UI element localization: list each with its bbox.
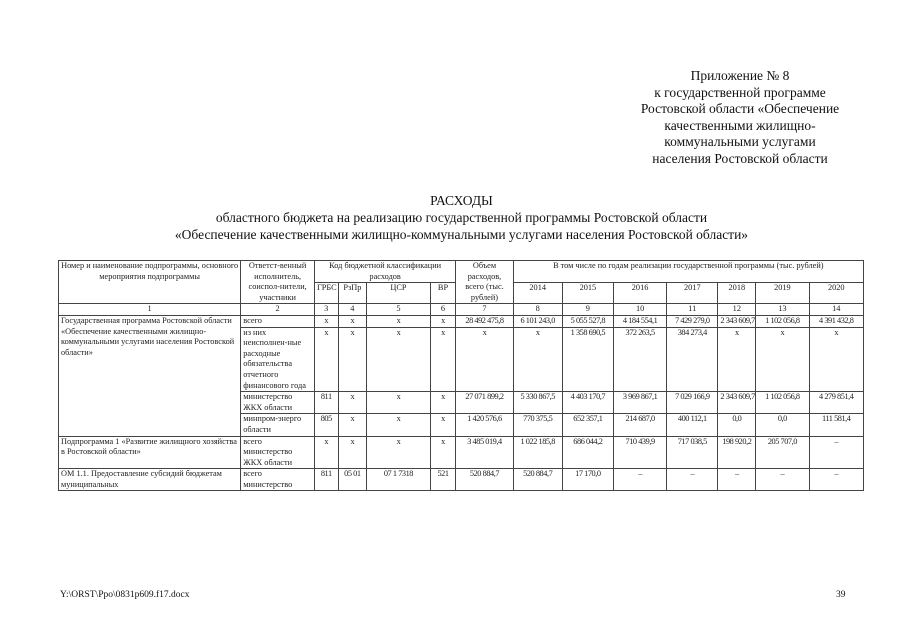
row-value-cell: 05 01 (338, 469, 367, 491)
document-heading (60, 192, 863, 243)
row-value-cell: 5 055 527,8 (562, 315, 613, 327)
header-code: ВР (430, 283, 456, 304)
row-value-cell: – (756, 469, 809, 491)
row-value-cell: х (314, 436, 338, 469)
table-row (59, 469, 864, 491)
row-executor-cell: всего министерство ЖКХ области (241, 436, 315, 469)
row-value-cell: х (314, 327, 338, 392)
header-year: 2019 (756, 283, 809, 304)
header-executor: Ответст-венный исполнитель, соиспол-нители, участники (241, 261, 315, 304)
row-value-cell: 5 330 867,5 (513, 392, 562, 414)
index-cell: 6 (430, 304, 456, 316)
row-value-cell: 7 029 166,9 (667, 392, 718, 414)
row-value-cell: х (367, 414, 430, 436)
index-cell: 5 (367, 304, 430, 316)
row-value-cell: х (367, 327, 430, 392)
header-code-group: Код бюджетной классификации расходов (314, 261, 455, 283)
header-years-group: В том числе по годам реализации государственной программы (тыс. рублей) (513, 261, 863, 283)
row-value-cell: х (756, 327, 809, 392)
row-value-cell: 710 439,9 (613, 436, 666, 469)
index-cell: 13 (756, 304, 809, 316)
appendix-line: качественными жилищно- (664, 117, 816, 133)
row-value-cell: – (613, 469, 666, 491)
index-cell: 12 (718, 304, 756, 316)
row-value-cell: х (338, 327, 367, 392)
row-name-cell: Государственная программа Ростовской области «Обеспечение качественными жилищно-коммунальными услугами населения Ростовской области» (59, 315, 241, 436)
row-value-cell: х (809, 327, 864, 392)
index-cell: 10 (613, 304, 666, 316)
row-value-cell: 3 969 867,1 (613, 392, 666, 414)
row-value-cell: 686 044,2 (562, 436, 613, 469)
header-year: 2016 (613, 283, 666, 304)
index-cell: 3 (314, 304, 338, 316)
index-cell: 11 (667, 304, 718, 316)
row-value-cell: 111 581,4 (809, 414, 864, 436)
row-value-cell: 4 391 432,8 (809, 315, 864, 327)
row-value-cell: 521 (430, 469, 456, 491)
budget-table (58, 260, 864, 491)
row-value-cell: х (338, 392, 367, 414)
row-value-cell: х (367, 436, 430, 469)
row-name-cell: Подпрограмма 1 «Развитие жилищного хозяйства в Ростовской области» (59, 436, 241, 469)
appendix-line: коммунальными услугами (664, 134, 816, 149)
row-value-cell: 1 102 056,8 (756, 315, 809, 327)
row-value-cell: 805 (314, 414, 338, 436)
row-value-cell: – (809, 436, 864, 469)
row-value-cell: х (513, 327, 562, 392)
row-value-cell: 17 170,0 (562, 469, 613, 491)
row-value-cell: х (338, 436, 367, 469)
row-value-cell: 1 022 185,8 (513, 436, 562, 469)
row-value-cell: 1 420 576,6 (456, 414, 513, 436)
header-year: 2020 (809, 283, 864, 304)
row-executor-cell: минпром-энерго области (241, 414, 315, 436)
row-value-cell: 2 343 609,7 (718, 392, 756, 414)
index-cell: 4 (338, 304, 367, 316)
row-value-cell: х (430, 392, 456, 414)
row-value-cell: 811 (314, 469, 338, 491)
header-code: ЦСР (367, 283, 430, 304)
index-cell: 14 (809, 304, 864, 316)
appendix-line: Приложение № 8 (690, 68, 790, 83)
row-value-cell: х (338, 315, 367, 327)
row-value-cell: х (367, 315, 430, 327)
row-executor-cell: из них неисполнен-ные расходные обязательства отчетного финансового года (241, 327, 315, 392)
row-value-cell: 4 184 554,1 (613, 315, 666, 327)
appendix-block (600, 68, 880, 167)
row-value-cell: 400 112,1 (667, 414, 718, 436)
row-value-cell: 1 358 690,5 (562, 327, 613, 392)
header-volume: Объем расходов, всего (тыс. рублей) (456, 261, 513, 304)
row-value-cell: х (718, 327, 756, 392)
header-year: 2014 (513, 283, 562, 304)
heading-line: «Обеспечение качественными жилищно-коммунальными услугами населения Ростовской области» (174, 227, 749, 242)
row-value-cell: 0,0 (756, 414, 809, 436)
row-value-cell: 27 071 899,2 (456, 392, 513, 414)
row-value-cell: 520 884,7 (513, 469, 562, 491)
row-value-cell: х (456, 327, 513, 392)
row-value-cell: 0,0 (718, 414, 756, 436)
table-row (59, 315, 864, 327)
table-row (59, 436, 864, 469)
row-value-cell: х (430, 315, 456, 327)
row-executor-cell: всего (241, 315, 315, 327)
heading-line: областного бюджета на реализацию государственной программы Ростовской области (215, 210, 708, 225)
index-cell: 2 (241, 304, 315, 316)
row-value-cell: 4 279 851,4 (809, 392, 864, 414)
row-value-cell: – (667, 469, 718, 491)
header-code: ГРБС (314, 283, 338, 304)
row-value-cell: 4 403 170,7 (562, 392, 613, 414)
row-executor-cell: министерство ЖКХ области (241, 392, 315, 414)
row-value-cell: х (430, 436, 456, 469)
header-year: 2017 (667, 283, 718, 304)
row-value-cell: х (314, 315, 338, 327)
row-value-cell: 205 707,0 (756, 436, 809, 469)
footer-page-number: 39 (836, 590, 846, 600)
row-value-cell: 652 357,1 (562, 414, 613, 436)
index-cell: 8 (513, 304, 562, 316)
row-value-cell: 384 273,4 (667, 327, 718, 392)
row-value-cell: 07 1 7318 (367, 469, 430, 491)
row-value-cell: 1 102 056,8 (756, 392, 809, 414)
row-name-cell: ОМ 1.1. Предоставление субсидий бюджетам муниципальных (59, 469, 241, 491)
row-value-cell: 811 (314, 392, 338, 414)
header-year: 2018 (718, 283, 756, 304)
appendix-line: к государственной программе (654, 84, 826, 100)
index-row (59, 304, 864, 316)
row-value-cell: 717 038,5 (667, 436, 718, 469)
index-cell: 9 (562, 304, 613, 316)
row-value-cell: 520 884,7 (456, 469, 513, 491)
appendix-line: Ростовской области «Обеспечение (640, 101, 840, 116)
index-cell: 7 (456, 304, 513, 316)
index-cell: 1 (59, 304, 241, 316)
row-value-cell: х (430, 414, 456, 436)
row-value-cell: 372 263,5 (613, 327, 666, 392)
row-value-cell: 198 920,2 (718, 436, 756, 469)
row-value-cell: – (809, 469, 864, 491)
row-value-cell: х (430, 327, 456, 392)
row-executor-cell: всего министерство (241, 469, 315, 491)
row-value-cell: х (367, 392, 430, 414)
table-body (59, 304, 864, 491)
row-value-cell: 6 101 243,0 (513, 315, 562, 327)
footer-file-path: Y:\ORST\Ppo\0831p609.f17.docx (60, 590, 190, 600)
row-value-cell: х (338, 414, 367, 436)
header-year: 2015 (562, 283, 613, 304)
row-value-cell: 770 375,5 (513, 414, 562, 436)
row-value-cell: 7 429 279,0 (667, 315, 718, 327)
row-value-cell: 214 687,0 (613, 414, 666, 436)
row-value-cell: 2 343 609,7 (718, 315, 756, 327)
row-value-cell: – (718, 469, 756, 491)
heading-title: РАСХОДЫ (430, 193, 493, 208)
header-code: РзПр (338, 283, 367, 304)
row-value-cell: 28 492 475,8 (456, 315, 513, 327)
row-value-cell: 3 485 019,4 (456, 436, 513, 469)
header-name: Номер и наименование подпрограммы, основного мероприятия подпрограммы (59, 261, 241, 304)
appendix-line: населения Ростовской области (652, 150, 828, 166)
